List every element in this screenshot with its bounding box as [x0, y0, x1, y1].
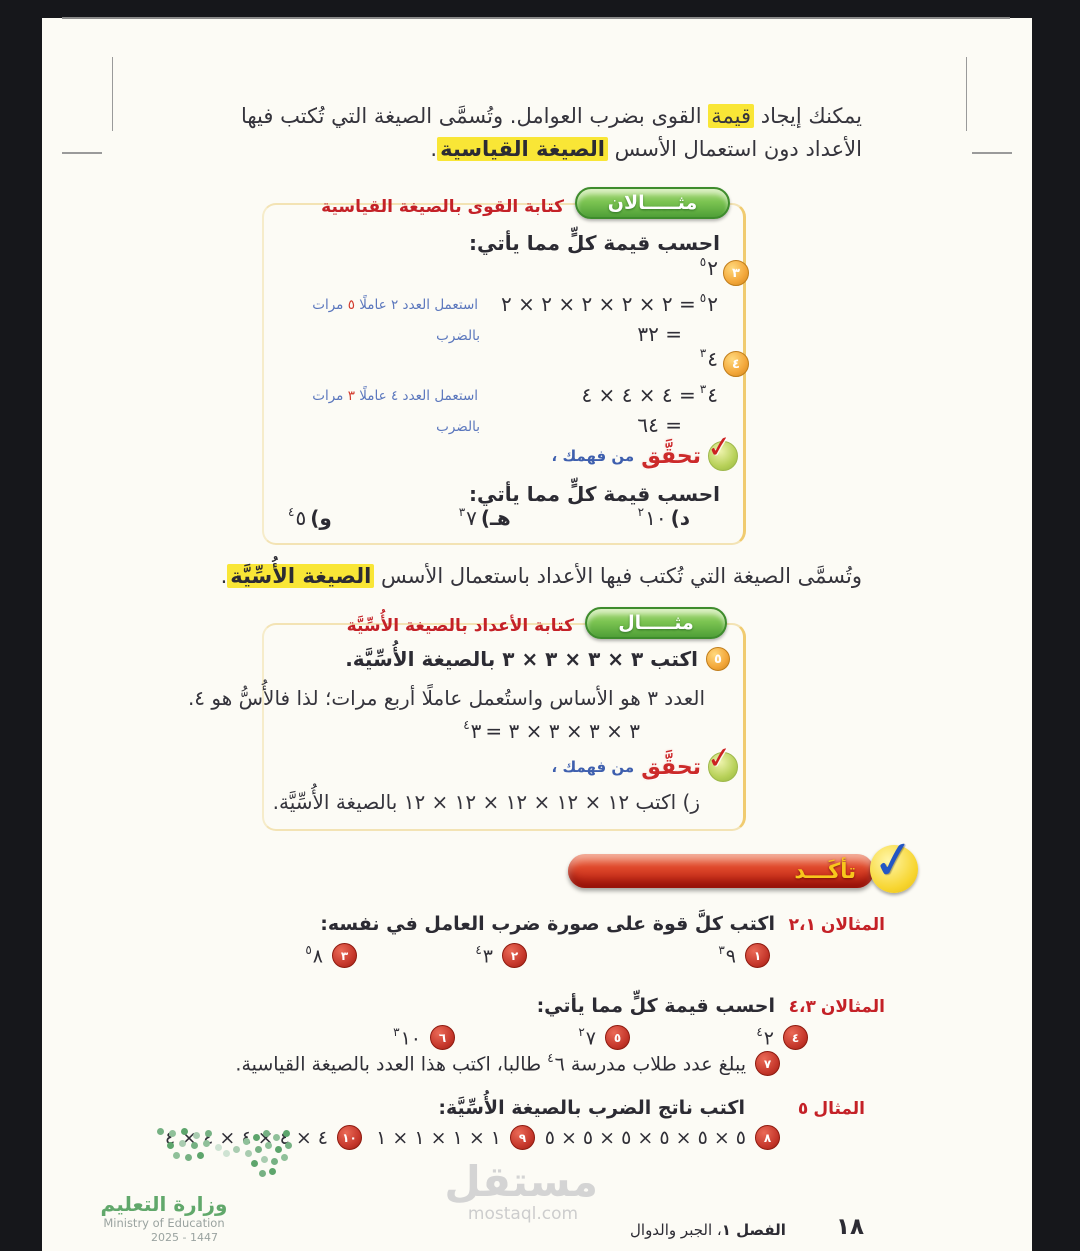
- exponent: ٤: [756, 1024, 763, 1039]
- note-text: مرات: [312, 297, 348, 313]
- base: ١٠: [400, 1027, 421, 1050]
- power: [700, 256, 718, 280]
- intro-text: الأعداد دون استعمال الأسس: [607, 137, 862, 161]
- example2-prompt: اكتب ٣ × ٣ × ٣ × ٣ بالصيغة الأُسِّيَّة.: [345, 647, 698, 671]
- exponent: ٢: [637, 505, 645, 520]
- step-note: بالضرب: [436, 328, 480, 344]
- power: [700, 383, 718, 407]
- exercise-number-badge: ٢: [502, 943, 527, 968]
- crop-mark: [972, 152, 1012, 154]
- check-item: [288, 506, 332, 530]
- exercise-ref-2: [789, 997, 885, 1017]
- base: ٣: [482, 945, 493, 968]
- check-icon: [705, 739, 738, 782]
- exercise-task-2: احسب قيمة كلٍّ مما يأتي:: [536, 995, 775, 1017]
- expansion-line: [581, 383, 718, 407]
- note-text: استعمل العدد ٢ عاملًا: [354, 297, 478, 313]
- product-expansion: ٣ × ٣ × ٣ × ٣ =: [485, 719, 640, 743]
- ministry-logo-years: 2025 - 1447: [151, 1231, 218, 1244]
- exercise-task-3: اكتب ناتج الضرب بالصيغة الأُسِّيَّة:: [438, 1097, 745, 1119]
- check-item-z: ز) اكتب ١٢ × ١٢ × ١٢ × ١٢ × ١٢ بالصيغة الأُسِّيَّة.: [272, 790, 700, 814]
- ministry-logo-title: وزارة التعليم: [100, 1192, 228, 1216]
- exercise-item: [718, 943, 770, 968]
- exponent: ٤: [288, 505, 295, 520]
- example2-prompt-row: [345, 647, 730, 671]
- exponent: ٣: [393, 1024, 400, 1039]
- highlighted-term: الصيغة الأُسِّيَّة: [227, 564, 374, 588]
- power: [463, 719, 481, 743]
- power: [393, 1026, 421, 1049]
- result-line: = ٦٤: [637, 413, 682, 437]
- check-subtitle: من فهمك ،: [551, 758, 635, 776]
- highlighted-term: الصيغة القياسية: [437, 137, 608, 161]
- check-prompt: احسب قيمة كلٍّ مما يأتي:: [469, 482, 720, 506]
- exponent: ٥: [699, 255, 707, 270]
- base: ٤: [707, 383, 718, 407]
- highlighted-term: قيمة: [708, 104, 754, 128]
- check-icon: [705, 428, 738, 471]
- check-understanding-header: [551, 739, 738, 782]
- step-note: [312, 297, 478, 313]
- base: ٧: [466, 506, 477, 530]
- exercise-ref-1: [789, 915, 885, 935]
- exercise-item: [545, 1125, 780, 1150]
- note-text: مرات: [312, 388, 348, 404]
- exercise-item: [578, 1025, 630, 1050]
- chapter-footer: [630, 1221, 786, 1239]
- power: [578, 1026, 596, 1049]
- exponent: ٣: [699, 382, 707, 397]
- watermark-url: mostaql.com: [467, 1204, 579, 1224]
- check-glyph: ✓: [868, 828, 920, 894]
- ref-name: المثال: [813, 1099, 865, 1119]
- exercise-item: [475, 943, 527, 968]
- base: ٢: [707, 256, 718, 280]
- note-count: ٣: [347, 388, 355, 404]
- intro-line-2: [207, 133, 862, 166]
- product-text: ٥ × ٥ × ٥ × ٥ × ٥ × ٥: [544, 1126, 746, 1149]
- check-title: تحقَّق: [641, 443, 701, 469]
- intro-line-1: [207, 100, 862, 133]
- crop-mark: [966, 57, 967, 131]
- intro-paragraph: [207, 100, 862, 166]
- exercise-item: [393, 1025, 455, 1050]
- base: ٣: [470, 719, 482, 743]
- power: [288, 506, 306, 530]
- exercise-number-badge: ٨: [755, 1125, 780, 1150]
- power: [756, 1026, 774, 1049]
- exercise-number-badge: ٣: [332, 943, 357, 968]
- exponent: ٥: [305, 942, 312, 957]
- power: [718, 944, 736, 967]
- power-expression: [700, 256, 718, 280]
- exponent: ٤: [475, 942, 482, 957]
- exercise-number-badge: ٤: [783, 1025, 808, 1050]
- base: ٩: [725, 945, 736, 968]
- exponent: ٣: [699, 346, 707, 361]
- word-problem-text: [235, 1052, 746, 1075]
- exercise-item: [756, 1025, 808, 1050]
- confirm-banner-label: تأكَـــد: [794, 859, 856, 883]
- base: ١٠: [645, 506, 667, 530]
- example-subtitle-2: كتابة الأعداد بالصيغة الأُسِّيَّة: [346, 616, 574, 636]
- power: [475, 944, 493, 967]
- mid-text: وتُسمَّى الصيغة التي تُكتب فيها الأعداد باستعمال الأسس: [374, 564, 862, 588]
- check-title: تحقَّق: [641, 754, 701, 780]
- crop-mark: [62, 152, 102, 154]
- ministry-logo: [84, 1128, 244, 1245]
- product-text: ٤ × ٤ × ٤ × ٤ × ٤: [164, 1126, 328, 1149]
- item-label: د): [670, 506, 690, 530]
- exercise-ref-3: [798, 1099, 865, 1119]
- text: يبلغ عدد طلاب مدرسة: [564, 1053, 746, 1076]
- exercise-item: [376, 1125, 535, 1150]
- check-glyph: ✓: [705, 739, 734, 778]
- exercise-number-badge: ٦: [430, 1025, 455, 1050]
- power-expression: [700, 347, 718, 371]
- step-note: [312, 388, 478, 404]
- product-expansion: = ٢ × ٢ × ٢ × ٢ × ٢: [500, 292, 696, 316]
- check-item: [638, 506, 690, 530]
- base: ٢: [707, 292, 718, 316]
- exponent: ٣: [718, 942, 725, 957]
- ministry-logo-dots: [84, 1128, 244, 1192]
- exercise-number-badge: ٧: [755, 1051, 780, 1076]
- exercise-number-badge: ٩: [510, 1125, 535, 1150]
- exercise-item: [305, 943, 357, 968]
- exponent: ٤: [547, 1050, 554, 1065]
- check-understanding-header: [551, 428, 738, 471]
- example-number-badge: ٤: [723, 351, 749, 377]
- crop-mark: [112, 57, 113, 131]
- example-pill-1: مثـــــالان: [575, 187, 730, 219]
- exponent: ٥: [699, 291, 707, 306]
- intro-text: القوى بضرب العوامل. وتُسمَّى الصيغة التي تُكتب فيها: [240, 104, 709, 128]
- product-text: ١ × ١ × ١ × ١: [376, 1126, 501, 1149]
- base: ٨: [312, 945, 323, 968]
- exponent: ٢: [578, 1024, 585, 1039]
- page-number: ١٨: [836, 1214, 865, 1240]
- ref-numbers: ٢،١: [788, 915, 816, 935]
- check-items-row: [288, 506, 690, 530]
- item-label: هـ): [480, 506, 511, 530]
- base: ٥: [295, 506, 307, 530]
- power: [459, 506, 477, 530]
- example-number-badge: ٥: [706, 647, 730, 671]
- example-number-badge: ٣: [723, 260, 749, 286]
- check-item: [459, 506, 511, 530]
- item-label: و): [310, 506, 332, 530]
- example1-prompt: احسب قيمة كلٍّ مما يأتي:: [469, 231, 720, 255]
- chapter-label: الفصل ١: [721, 1221, 786, 1239]
- power: [305, 944, 323, 967]
- example2-body: العدد ٣ هو الأساس واستُعمل عاملًا أربع مرات؛ لذا فالأُسُّ هو ٤.: [187, 686, 705, 710]
- confirm-check-icon: [868, 828, 920, 894]
- ref-name: المثالان: [820, 997, 885, 1017]
- ministry-logo-subtitle: Ministry of Education: [103, 1216, 225, 1230]
- ref-numbers: ٥: [797, 1099, 809, 1119]
- base: ٦: [554, 1053, 565, 1076]
- base: ٢: [763, 1027, 774, 1050]
- check-glyph: ✓: [705, 428, 734, 467]
- base: ٧: [585, 1027, 596, 1050]
- mid-text: .: [220, 564, 228, 588]
- exponent: ٣: [458, 505, 466, 520]
- exercise-number-badge: ١: [745, 943, 770, 968]
- product-expansion: = ٤ × ٤ × ٤: [581, 383, 696, 407]
- note-text: استعمل العدد ٤ عاملًا: [354, 388, 478, 404]
- confirm-banner: [568, 854, 874, 888]
- text: طالبا، اكتب هذا العدد بالصيغة القياسية.: [235, 1053, 548, 1076]
- expansion-line: [501, 292, 718, 316]
- ref-name: المثالان: [820, 915, 885, 935]
- ref-numbers: ٤،٣: [788, 997, 816, 1017]
- note-count: ٥: [347, 297, 355, 313]
- exercise-number-badge: ١٠: [337, 1125, 362, 1150]
- power: [700, 292, 718, 316]
- example-pill-2: مثـــــال: [585, 607, 727, 639]
- watermark: [444, 1157, 598, 1224]
- mid-paragraph: [207, 560, 862, 593]
- exercise-task-1: اكتب كلَّ قوة على صورة ضرب العامل في نفسه:: [320, 913, 775, 935]
- exercise-number-badge: ٥: [605, 1025, 630, 1050]
- exponent: ٤: [463, 718, 470, 733]
- power: [547, 1052, 565, 1075]
- result-line: = ٣٢: [637, 322, 682, 346]
- power: [700, 347, 718, 371]
- chapter-title: ، الجبر والدوال: [630, 1221, 722, 1239]
- intro-text: يمكنك إيجاد: [754, 104, 862, 128]
- example-subtitle-1: كتابة القوى بالصيغة القياسية: [321, 197, 564, 217]
- intro-text: .: [430, 137, 438, 161]
- base: ٤: [707, 347, 718, 371]
- check-subtitle: من فهمك ،: [551, 447, 635, 465]
- step-note: بالضرب: [436, 419, 480, 435]
- example2-math: [463, 719, 640, 743]
- exercise-word-problem: [235, 1051, 780, 1076]
- page-top-edge: [62, 17, 1010, 19]
- power: [638, 506, 667, 530]
- watermark-title: مستقل: [444, 1157, 598, 1206]
